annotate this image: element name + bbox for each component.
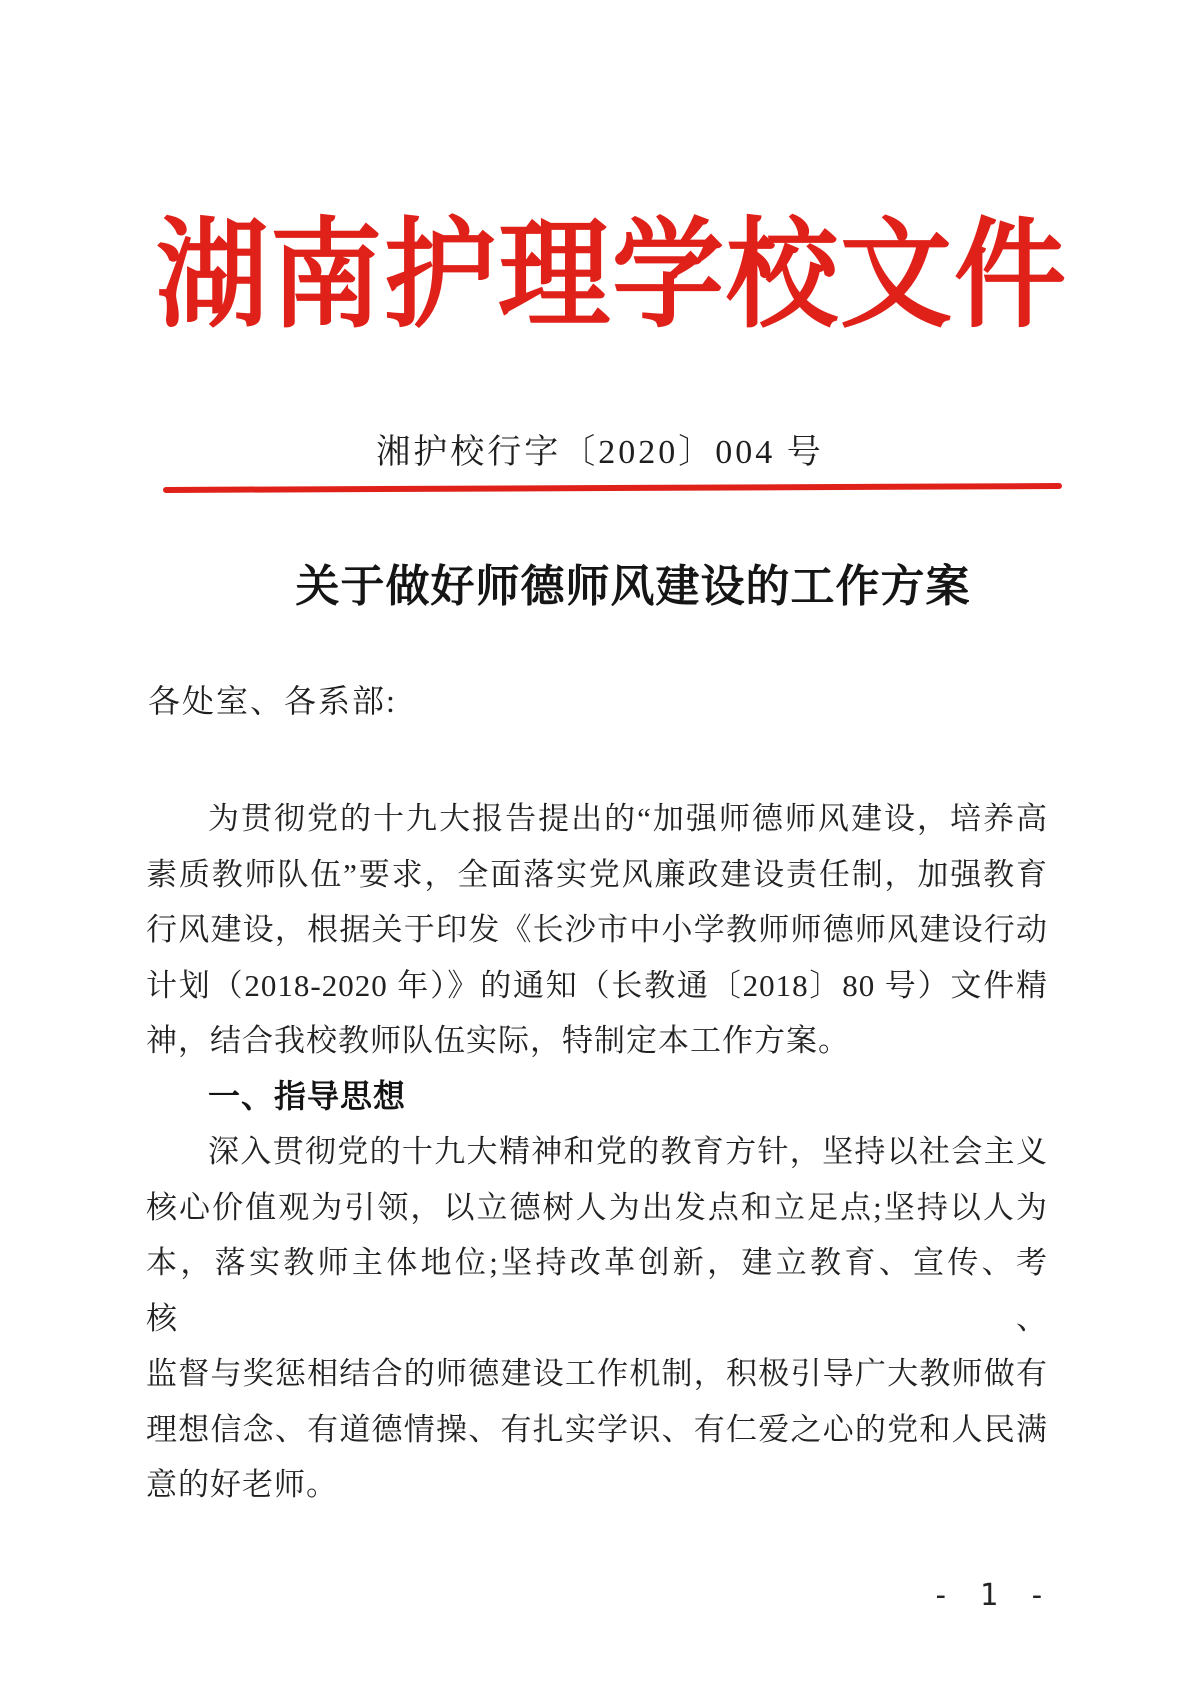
body-line: 监督与奖惩相结合的师德建设工作机制，积极引导广大教师做有 bbox=[146, 1356, 1048, 1391]
salutation: 各处室、各系部: bbox=[148, 683, 397, 719]
body-line: 为贯彻党的十九大报告提出的“加强师德师风建设，培养高 bbox=[208, 801, 1048, 836]
body-line: 计划（2018-2020 年）》的通知（长教通〔2018〕80 号）文件精 bbox=[146, 967, 1048, 1003]
letterhead-org-title: 湖南护理学校文件 bbox=[156, 211, 1068, 343]
page-number: - 1 - bbox=[931, 1578, 1052, 1613]
body-line: 理想信念、有道德情操、有扎实学识、有仁爱之心的党和人民满 bbox=[146, 1411, 1048, 1447]
body-line: 素质教师队伍”要求，全面落实党风廉政建设责任制，加强教育 bbox=[146, 856, 1048, 892]
letterhead-separator-rule bbox=[163, 483, 1062, 493]
document-body bbox=[146, 791, 1048, 1513]
body-line: 意的好老师。 bbox=[146, 1467, 338, 1502]
body-line: 神，结合我校教师队伍实际，特制定本工作方案。 bbox=[146, 1023, 850, 1058]
section-heading: 一、指导思想 bbox=[208, 1077, 407, 1114]
body-line: 深入贯彻党的十九大精神和党的教育方针，坚持以社会主义 bbox=[208, 1134, 1048, 1169]
body-line: 核心价值观为引领，以立德树人为出发点和立足点;坚持以人为 bbox=[146, 1189, 1048, 1225]
document-reference-number: 湘护校行字〔2020〕004 号 bbox=[376, 434, 824, 471]
body-line: 本，落实教师主体地位;坚持改革创新，建立教育、宣传、考核、 bbox=[146, 1245, 1048, 1336]
body-line: 行风建设，根据关于印发《长沙市中小学教师师德师风建设行动 bbox=[146, 912, 1048, 947]
document-title: 关于做好师德师风建设的工作方案 bbox=[295, 562, 971, 611]
